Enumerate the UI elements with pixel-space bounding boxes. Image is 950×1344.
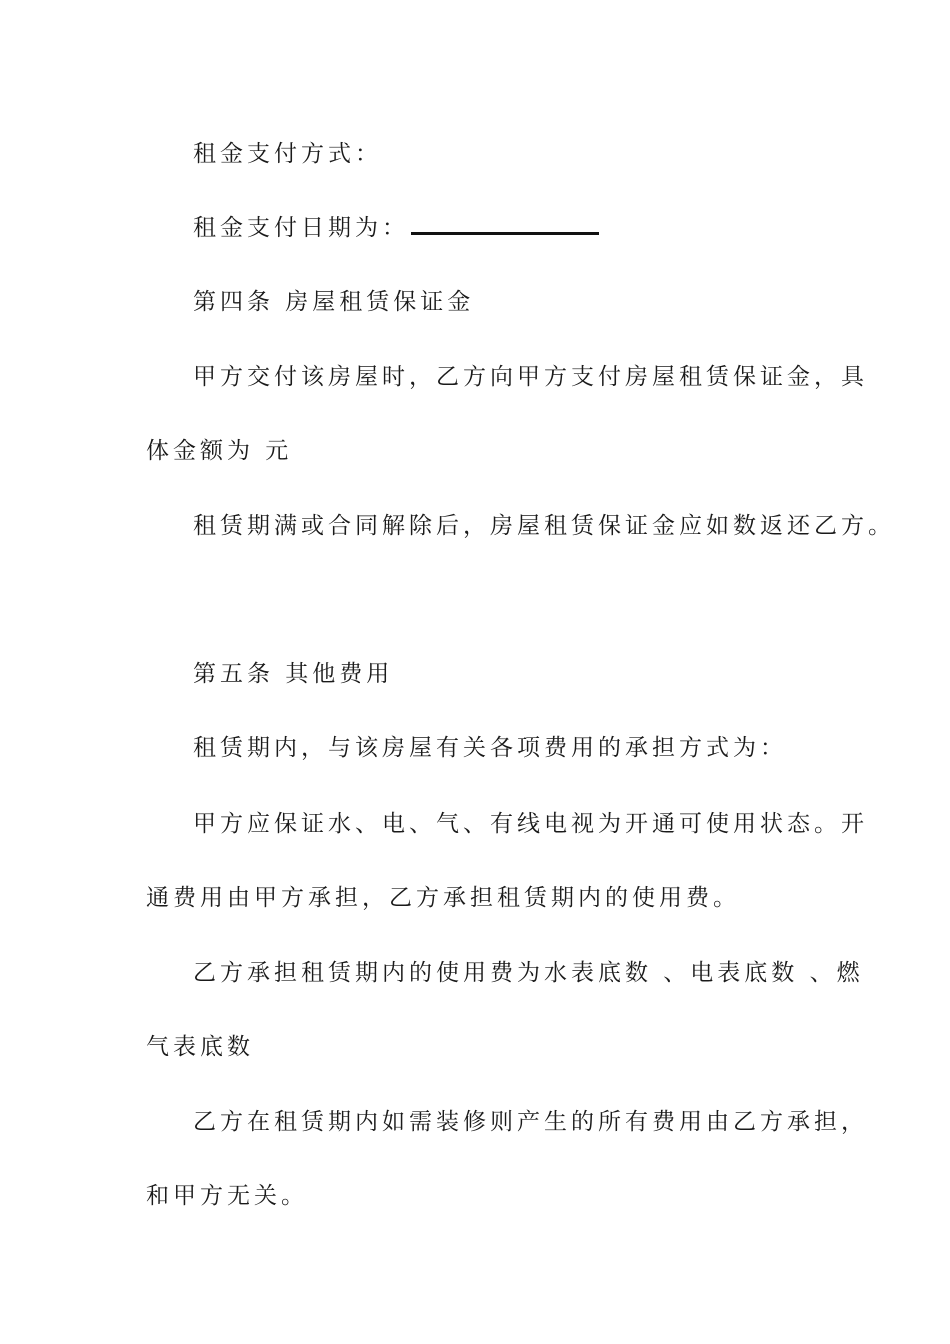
rent-payment-date-label: 租金支付日期为： [193, 215, 409, 241]
article-4-heading: 第四条 房屋租赁保证金 [193, 289, 475, 315]
deposit-paragraph-line-2: 体金额为 元 [146, 438, 293, 464]
rent-payment-date [193, 213, 599, 243]
utilities-paragraph-line-1: 甲方应保证水、电、气、有线电视为开通可使用状态。开 [193, 811, 868, 837]
meter-readings-line-1: 乙方承担租赁期内的使用费为水表底数 、电表底数 、燃 [193, 960, 864, 986]
renovation-paragraph-line-2: 和甲方无关。 [146, 1183, 308, 1209]
utilities-paragraph-line-2: 通费用由甲方承担，乙方承担租赁期内的使用费。 [146, 885, 740, 911]
renovation-paragraph-line-1: 乙方在租赁期内如需装修则产生的所有费用由乙方承担， [193, 1109, 868, 1135]
deposit-paragraph-line-1: 甲方交付该房屋时，乙方向甲方支付房屋租赁保证金，具 [193, 364, 868, 390]
fill-in-blank [411, 232, 599, 235]
meter-readings-line-2: 气表底数 [146, 1034, 254, 1060]
fees-intro-paragraph: 租赁期内，与该房屋有关各项费用的承担方式为： [193, 735, 787, 761]
rent-payment-method: 租金支付方式： [193, 141, 382, 167]
deposit-return-paragraph: 租赁期满或合同解除后，房屋租赁保证金应如数返还乙方。 [193, 513, 895, 539]
article-5-heading: 第五条 其他费用 [193, 661, 394, 687]
